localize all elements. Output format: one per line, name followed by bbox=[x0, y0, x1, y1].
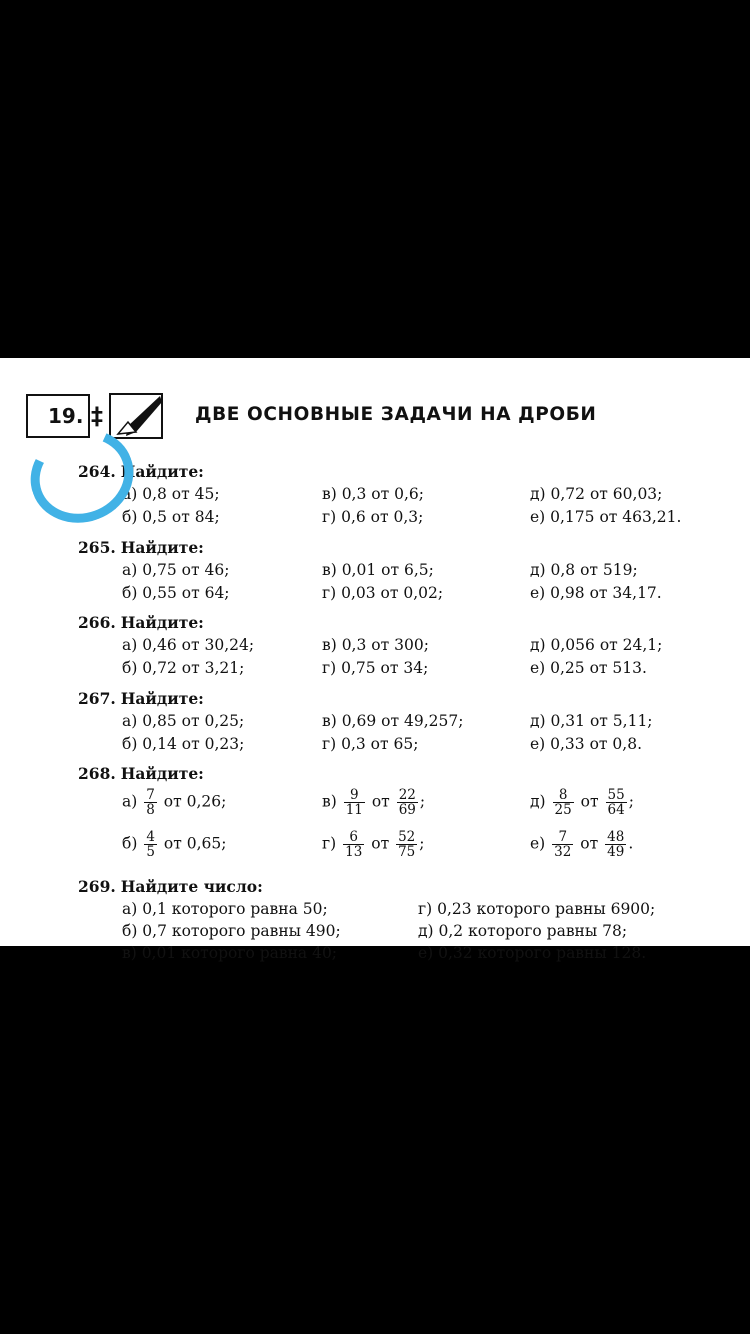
problem-number: 268. bbox=[78, 764, 116, 783]
problem-item: а) 0,1 которого равна 50; bbox=[122, 900, 328, 918]
problem-item: г) 0,03 от 0,02; bbox=[322, 584, 444, 602]
problem-item: а) 0,46 от 30,24; bbox=[122, 636, 255, 654]
fraction: $\frac{7}{8}$ bbox=[146, 787, 155, 819]
fraction: $\frac{6}{13}$ bbox=[345, 829, 363, 861]
problem-item: в) 0,3 от 0,6; bbox=[322, 485, 424, 503]
problem-item: в) 0,69 от 49,257; bbox=[322, 712, 464, 730]
problem-label: Найдите: bbox=[120, 613, 204, 632]
problem-item: б) 0,5 от 84; bbox=[122, 508, 220, 526]
fraction-item: г) $\frac{6}{13}$ от $\frac{52}{75}$ ; bbox=[322, 829, 425, 861]
problem-item: в) 0,3 от 300; bbox=[322, 636, 429, 654]
fraction: $\frac{8}{25}$ bbox=[554, 787, 572, 819]
fraction: $\frac{22}{69}$ bbox=[398, 787, 416, 819]
problem-item: б) 0,7 которого равны 490; bbox=[122, 922, 341, 940]
problem-label: Найдите число: bbox=[120, 877, 263, 896]
problem-label: Найдите: bbox=[120, 764, 204, 783]
problem-item: д) 0,8 от 519; bbox=[530, 561, 638, 579]
problem-item: д) 0,2 которого равны 78; bbox=[418, 922, 628, 940]
problem-number: 265. bbox=[78, 538, 116, 557]
fraction: $\frac{48}{49}$ bbox=[607, 829, 625, 861]
fraction-item: е) $\frac{7}{32}$ от $\frac{48}{49}$ . bbox=[530, 829, 634, 861]
fraction-item: б) $\frac{4}{5}$ от 0,65; bbox=[122, 829, 227, 861]
problem-item: в) 0,01 от 6,5; bbox=[322, 561, 434, 579]
notebook-spiral-icon: ‡ bbox=[89, 402, 105, 430]
problem-label: Найдите: bbox=[120, 462, 204, 481]
fraction: $\frac{55}{64}$ bbox=[607, 787, 625, 819]
problem-item: а) 0,85 от 0,25; bbox=[122, 712, 245, 730]
problem-number: 266. bbox=[78, 613, 116, 632]
problem-item: б) 0,55 от 64; bbox=[122, 584, 230, 602]
problem-item: д) 0,31 от 5,11; bbox=[530, 712, 653, 730]
problem-item: г) 0,6 от 0,3; bbox=[322, 508, 424, 526]
problem-item: е) 0,25 от 513. bbox=[530, 659, 647, 677]
problem-label: Найдите: bbox=[120, 689, 204, 708]
problem-item: е) 0,33 от 0,8. bbox=[530, 735, 642, 753]
problem-item: д) 0,056 от 24,1; bbox=[530, 636, 663, 654]
problem-item: д) 0,72 от 60,03; bbox=[530, 485, 663, 503]
problem-item: а) 0,75 от 46; bbox=[122, 561, 230, 579]
fraction-item: д) $\frac{8}{25}$ от $\frac{55}{64}$ ; bbox=[530, 787, 634, 819]
fraction: $\frac{52}{75}$ bbox=[398, 829, 416, 861]
fraction: $\frac{9}{11}$ bbox=[345, 787, 363, 819]
fraction-item: а) $\frac{7}{8}$ от 0,26; bbox=[122, 787, 227, 819]
pencil-icon bbox=[108, 392, 164, 440]
fraction: $\frac{7}{32}$ bbox=[554, 829, 572, 861]
section-number: 19. bbox=[26, 394, 90, 438]
problem-item: г) 0,23 которого равны 6900; bbox=[418, 900, 656, 918]
section-title: ДВЕ ОСНОВНЫЕ ЗАДАЧИ НА ДРОБИ bbox=[195, 404, 597, 425]
problem-item: а) 0,8 от 45; bbox=[122, 485, 220, 503]
problem-item: в) 0,01 которого равна 40; bbox=[122, 944, 338, 962]
problem-number: 264. bbox=[78, 462, 116, 481]
problem-item: б) 0,72 от 3,21; bbox=[122, 659, 245, 677]
problem-item: б) 0,14 от 0,23; bbox=[122, 735, 245, 753]
fraction: $\frac{4}{5}$ bbox=[146, 829, 155, 861]
problem-item: г) 0,3 от 65; bbox=[322, 735, 419, 753]
problem-number: 269. bbox=[78, 877, 116, 896]
problem-item: е) 0,32 которого равны 128. bbox=[418, 944, 647, 962]
fraction-item: в) $\frac{9}{11}$ от $\frac{22}{69}$ ; bbox=[322, 787, 426, 819]
problem-number: 267. bbox=[78, 689, 116, 708]
problem-item: е) 0,175 от 463,21. bbox=[530, 508, 682, 526]
problem-label: Найдите: bbox=[120, 538, 204, 557]
problem-item: е) 0,98 от 34,17. bbox=[530, 584, 662, 602]
problem-item: г) 0,75 от 34; bbox=[322, 659, 429, 677]
